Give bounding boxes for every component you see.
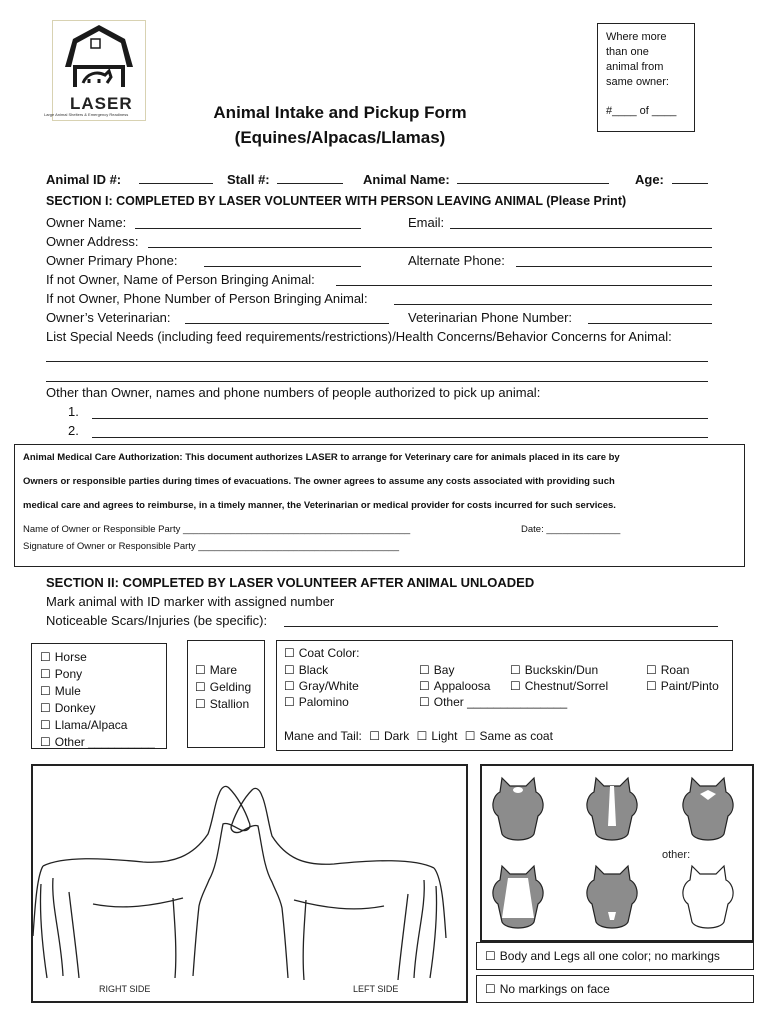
owner-address-field[interactable] [148, 247, 712, 248]
note-line: same owner: [606, 76, 669, 88]
primary-phone-field[interactable] [204, 266, 361, 267]
animal-name-field[interactable] [457, 172, 609, 184]
pickup-number-1: 1. [68, 404, 79, 419]
veterinarian-field[interactable] [185, 323, 389, 324]
coat-color-box [276, 640, 733, 751]
person-bringing-name-field[interactable] [336, 285, 712, 286]
species-checkbox[interactable]: ☐ Mule [40, 684, 81, 698]
email-label: Email: [408, 215, 445, 230]
no-face-markings-checkbox[interactable]: ☐ No markings on face [485, 982, 610, 996]
face-bald-icon [493, 866, 543, 928]
species-checkbox[interactable]: ☐ Horse [40, 650, 87, 664]
coat-checkbox[interactable]: ☐ Gray/White [284, 679, 359, 693]
coat-checkbox[interactable]: ☐ Buckskin/Dun [510, 663, 598, 677]
mane-checkbox[interactable]: ☐ Light [417, 729, 458, 743]
face-blaze-icon [587, 778, 637, 840]
mane-tail-row [284, 729, 553, 743]
species-checkbox[interactable]: ☐ Donkey [40, 701, 95, 715]
email-field[interactable] [450, 228, 712, 229]
face-plain-icon [493, 778, 543, 840]
sex-checkbox[interactable]: ☐ Gelding [195, 680, 251, 694]
logo-subtitle: Large Animal Shelters & Emergency Readiness [44, 112, 129, 117]
alternate-phone-field[interactable] [516, 266, 712, 267]
coat-checkbox[interactable]: ☐ Black [284, 663, 328, 677]
coat-checkbox[interactable]: ☐ Other _______________ [419, 695, 567, 709]
stall-label: Stall #: [227, 172, 270, 187]
scars-label: Noticeable Scars/Injuries (be specific): [46, 613, 268, 628]
person-bringing-phone-label: If not Owner, Phone Number of Person Bringing Animal: [46, 291, 368, 306]
person-bringing-phone-field[interactable] [394, 304, 712, 305]
coat-checkbox[interactable]: ☐ Roan [646, 663, 689, 677]
section2-heading: SECTION II: COMPLETED BY LASER VOLUNTEER AFTER ANIMAL UNLOADED [46, 575, 535, 590]
mark-animal-instruction: Mark animal with ID marker with assigned number [46, 594, 335, 609]
authorization-line-3: medical care and agrees to reimburse, in a timely manner, the Veterinarian or medical provider for costs incurred for such services. [23, 500, 616, 511]
form-title: Animal Intake and Pickup Form [213, 103, 467, 122]
multi-animal-note [597, 23, 695, 132]
animal-id-row [46, 172, 213, 187]
age-field[interactable] [672, 172, 708, 184]
note-line: than one [606, 46, 649, 58]
face-markings-diagram[interactable] [480, 764, 754, 942]
left-side-label: LEFT SIDE [353, 984, 399, 994]
special-needs-label: List Special Needs (including feed requirements/restrictions)/Health Concerns/Behavior Concerns for Animal: [46, 329, 672, 344]
species-checkbox[interactable]: ☐ Other __________ [40, 735, 155, 749]
special-needs-line-2[interactable] [46, 381, 708, 382]
age-label: Age: [635, 172, 664, 187]
coat-checkbox[interactable]: ☐ Appaloosa [419, 679, 490, 693]
medical-authorization-box [14, 444, 745, 567]
owner-signature-field[interactable]: Signature of Owner or Responsible Party ______________________________________ [23, 541, 400, 552]
coat-checkbox[interactable]: ☐ Bay [419, 663, 454, 677]
body-legs-checkbox[interactable]: ☐ Body and Legs all one color; no markings [485, 949, 720, 963]
special-needs-line-1[interactable] [46, 361, 708, 362]
animal-name-row [363, 172, 609, 187]
age-row [635, 172, 708, 187]
authorization-line-1: Animal Medical Care Authorization: This document authorizes LASER to arrange for Veterinary care for animals placed in its care by [23, 452, 620, 463]
authorized-pickup-label: Other than Owner, names and phone numbers of people authorized to pick up animal: [46, 385, 541, 400]
coat-checkbox[interactable]: ☐ Palomino [284, 695, 349, 709]
coat-checkbox[interactable]: ☐ Chestnut/Sorrel [510, 679, 608, 693]
sex-box [187, 640, 265, 748]
no-face-marking-box [476, 975, 754, 1003]
form-subtitle: (Equines/Alpacas/Llamas) [234, 128, 446, 147]
species-box [31, 643, 167, 749]
species-checkbox[interactable]: ☐ Pony [40, 667, 82, 681]
coat-color-label: ☐ Coat Color: [284, 646, 359, 660]
owner-name-signature-field[interactable]: Name of Owner or Responsible Party ___________________________________________ [23, 524, 411, 535]
horse-left-side-outline [231, 788, 446, 980]
animal-id-field[interactable] [139, 172, 213, 184]
scars-field[interactable] [284, 626, 718, 627]
right-side-label: RIGHT SIDE [99, 984, 151, 994]
body-legs-marking-box [476, 942, 754, 970]
authorization-line-2: Owners or responsible parties during times of evacuations. The owner agrees to assume any costs associated with providing such [23, 476, 615, 487]
vet-phone-field[interactable] [588, 323, 712, 324]
face-marking-icons [482, 766, 752, 940]
animal-count-field[interactable]: #____ of ____ [606, 105, 677, 117]
section1-heading: SECTION I: COMPLETED BY LASER VOLUNTEER WITH PERSON LEAVING ANIMAL (Please Print) [46, 194, 627, 208]
sex-checkbox[interactable]: ☐ Stallion [195, 697, 249, 711]
mane-tail-label: Mane and Tail: [284, 729, 362, 743]
coat-checkbox[interactable]: ☐ Paint/Pinto [646, 679, 719, 693]
vet-phone-label: Veterinarian Phone Number: [408, 310, 573, 325]
logo-wordmark: LASER [70, 94, 133, 113]
note-line: Where more [606, 31, 667, 43]
mane-checkbox[interactable]: ☐ Same as coat [465, 729, 553, 743]
stall-row [227, 172, 343, 187]
pickup-person-1-field[interactable] [92, 418, 708, 419]
species-checkbox[interactable]: ☐ Llama/Alpaca [40, 718, 127, 732]
barn-icon [53, 21, 145, 101]
owner-name-label: Owner Name: [46, 215, 127, 230]
person-bringing-name-label: If not Owner, Name of Person Bringing Animal: [46, 272, 315, 287]
face-star-icon [683, 778, 733, 840]
animal-name-label: Animal Name: [363, 172, 450, 187]
primary-phone-label: Owner Primary Phone: [46, 253, 178, 268]
veterinarian-label: Owner’s Veterinarian: [46, 310, 171, 325]
face-snip-icon [587, 866, 637, 928]
note-line: animal from [606, 61, 664, 73]
stall-field[interactable] [277, 172, 343, 184]
authorization-date-field[interactable]: Date: ______________ [521, 524, 621, 535]
horse-right-side-outline [33, 786, 250, 978]
owner-name-field[interactable] [135, 228, 361, 229]
pickup-number-2: 2. [68, 423, 79, 438]
sex-checkbox[interactable]: ☐ Mare [195, 663, 237, 677]
owner-address-label: Owner Address: [46, 234, 139, 249]
face-other-label: other: [662, 849, 691, 861]
face-other-icon [683, 866, 733, 928]
animal-id-label: Animal ID #: [46, 172, 122, 187]
horse-body-diagram[interactable] [31, 764, 468, 1003]
mane-checkbox[interactable]: ☐ Dark [369, 729, 409, 743]
horse-silhouettes [33, 766, 466, 1001]
alternate-phone-label: Alternate Phone: [408, 253, 505, 268]
pickup-person-2-field[interactable] [92, 437, 708, 438]
